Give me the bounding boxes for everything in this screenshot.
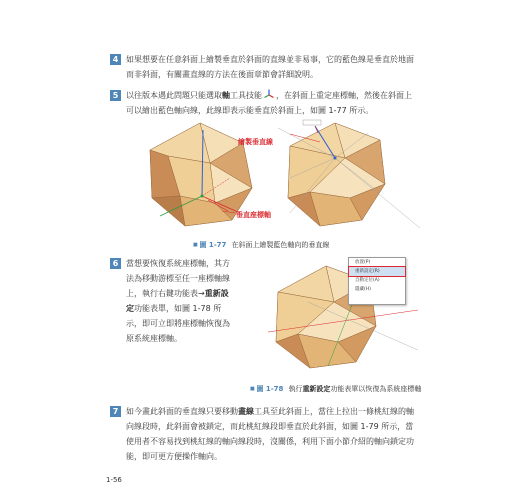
bold-term: 畫線: [238, 407, 254, 416]
text-run: 使用者不容易找到桃紅線的軸向線段時，沒關係，利用下面小節介紹的軸向鎖定功: [126, 437, 414, 446]
text-run: 向線段時，此斜面會被鎖定，而此桃紅線段即垂直於此斜面，如圖 1-79 所示，當: [126, 422, 414, 431]
text-run: 示，即可立即將座標軸恢復為: [126, 319, 230, 328]
page-number: 1-56: [106, 476, 122, 484]
step-5-text: [126, 88, 412, 118]
text-run: 如果想要在任意斜面上繪製垂直於斜面的直線並非易事，它的藍色線是垂直於地面: [126, 55, 414, 64]
step-7: [110, 404, 430, 466]
text-line: [126, 434, 414, 449]
text-run: 以往版本遇此問題只能選取: [126, 91, 222, 100]
menu-item-hide[interactable]: 隱藏(H): [355, 287, 371, 292]
text-run: 工具至此斜面上，當往上拉出一條桃紅線的軸: [254, 407, 414, 416]
text-run: ，在斜面上重定座標軸，然後在斜面上: [276, 91, 412, 100]
figure-1-78-caption-post: 功能表單以恢復為系統座標軸: [330, 385, 422, 393]
figure-1-77-illustration: [140, 118, 430, 233]
text-run: 而非斜面，有關畫直線的方法在後面章節會詳細說明。: [126, 70, 318, 79]
menu-item-reset[interactable]: 重新設定(R): [349, 267, 405, 276]
text-line: [126, 331, 230, 346]
text-line: [126, 103, 412, 118]
axes-context-menu: [348, 257, 406, 305]
step-5: [110, 88, 430, 118]
label-vertical-axis: 垂直座標軸: [236, 211, 271, 219]
figure-1-78-caption-bold: 重新設定: [302, 385, 331, 393]
menu-item-place[interactable]: 放置(P): [355, 260, 371, 265]
step-4-text: [126, 52, 414, 82]
text-line: [126, 449, 414, 464]
text-run: 可以繪出藍色軸向線，此線即表示能垂直於斜面上，如圖 1-77 所示。: [126, 106, 374, 115]
text-run: 法為移動游標至任一座標軸線: [126, 274, 230, 283]
text-line: [126, 271, 230, 286]
text-line: [126, 404, 414, 419]
text-line: [126, 316, 230, 331]
text-line: [126, 301, 230, 316]
axes-tool-icon: [264, 89, 274, 99]
figure-1-78-caption-pre: 執行: [288, 385, 303, 393]
step-6-text: [126, 256, 230, 346]
step-6-number: 6: [110, 258, 121, 269]
label-vertical-line: 繪製垂直線: [238, 138, 273, 146]
bold-term: 軸: [222, 91, 230, 100]
step-7-text: [126, 404, 414, 464]
text-run: 原系統座標軸。: [126, 334, 182, 343]
step-7-number: 7: [110, 406, 121, 417]
text-run: 工具技能: [230, 91, 262, 100]
menu-item-align[interactable]: 自動定位(A): [355, 278, 380, 283]
figure-1-77-caption: [193, 240, 329, 250]
step-6: [110, 256, 240, 348]
step-4: [110, 52, 430, 82]
text-line: [126, 67, 414, 82]
text-line: [126, 52, 414, 67]
text-line: [126, 256, 230, 271]
text-run: 當想要恢復系統座標軸，其方: [126, 259, 230, 268]
text-line: [126, 286, 230, 301]
text-run: 上，執行右鍵功能表→: [126, 289, 205, 298]
step-5-number: 5: [110, 90, 121, 101]
figure-1-77-caption-text: 在斜面上繪製藍色軸向的垂直線: [231, 241, 330, 249]
text-run: 如今畫此斜面的垂直線只要移動: [126, 407, 238, 416]
figure-1-77-number: ■ 圖 1-77: [193, 241, 226, 249]
figure-1-78-number: ■ 圖 1-78: [250, 385, 283, 393]
step-4-number: 4: [110, 54, 121, 65]
text-line: [126, 419, 414, 434]
text-run: 功能表單，如圖 1-78 所: [134, 304, 222, 313]
figure-1-78-caption: [250, 384, 421, 394]
text-run: 能，即可更方便操作軸向。: [126, 452, 222, 461]
bold-term: 定: [126, 304, 134, 313]
text-line: [126, 88, 412, 103]
bold-term: 重新設: [204, 289, 229, 298]
